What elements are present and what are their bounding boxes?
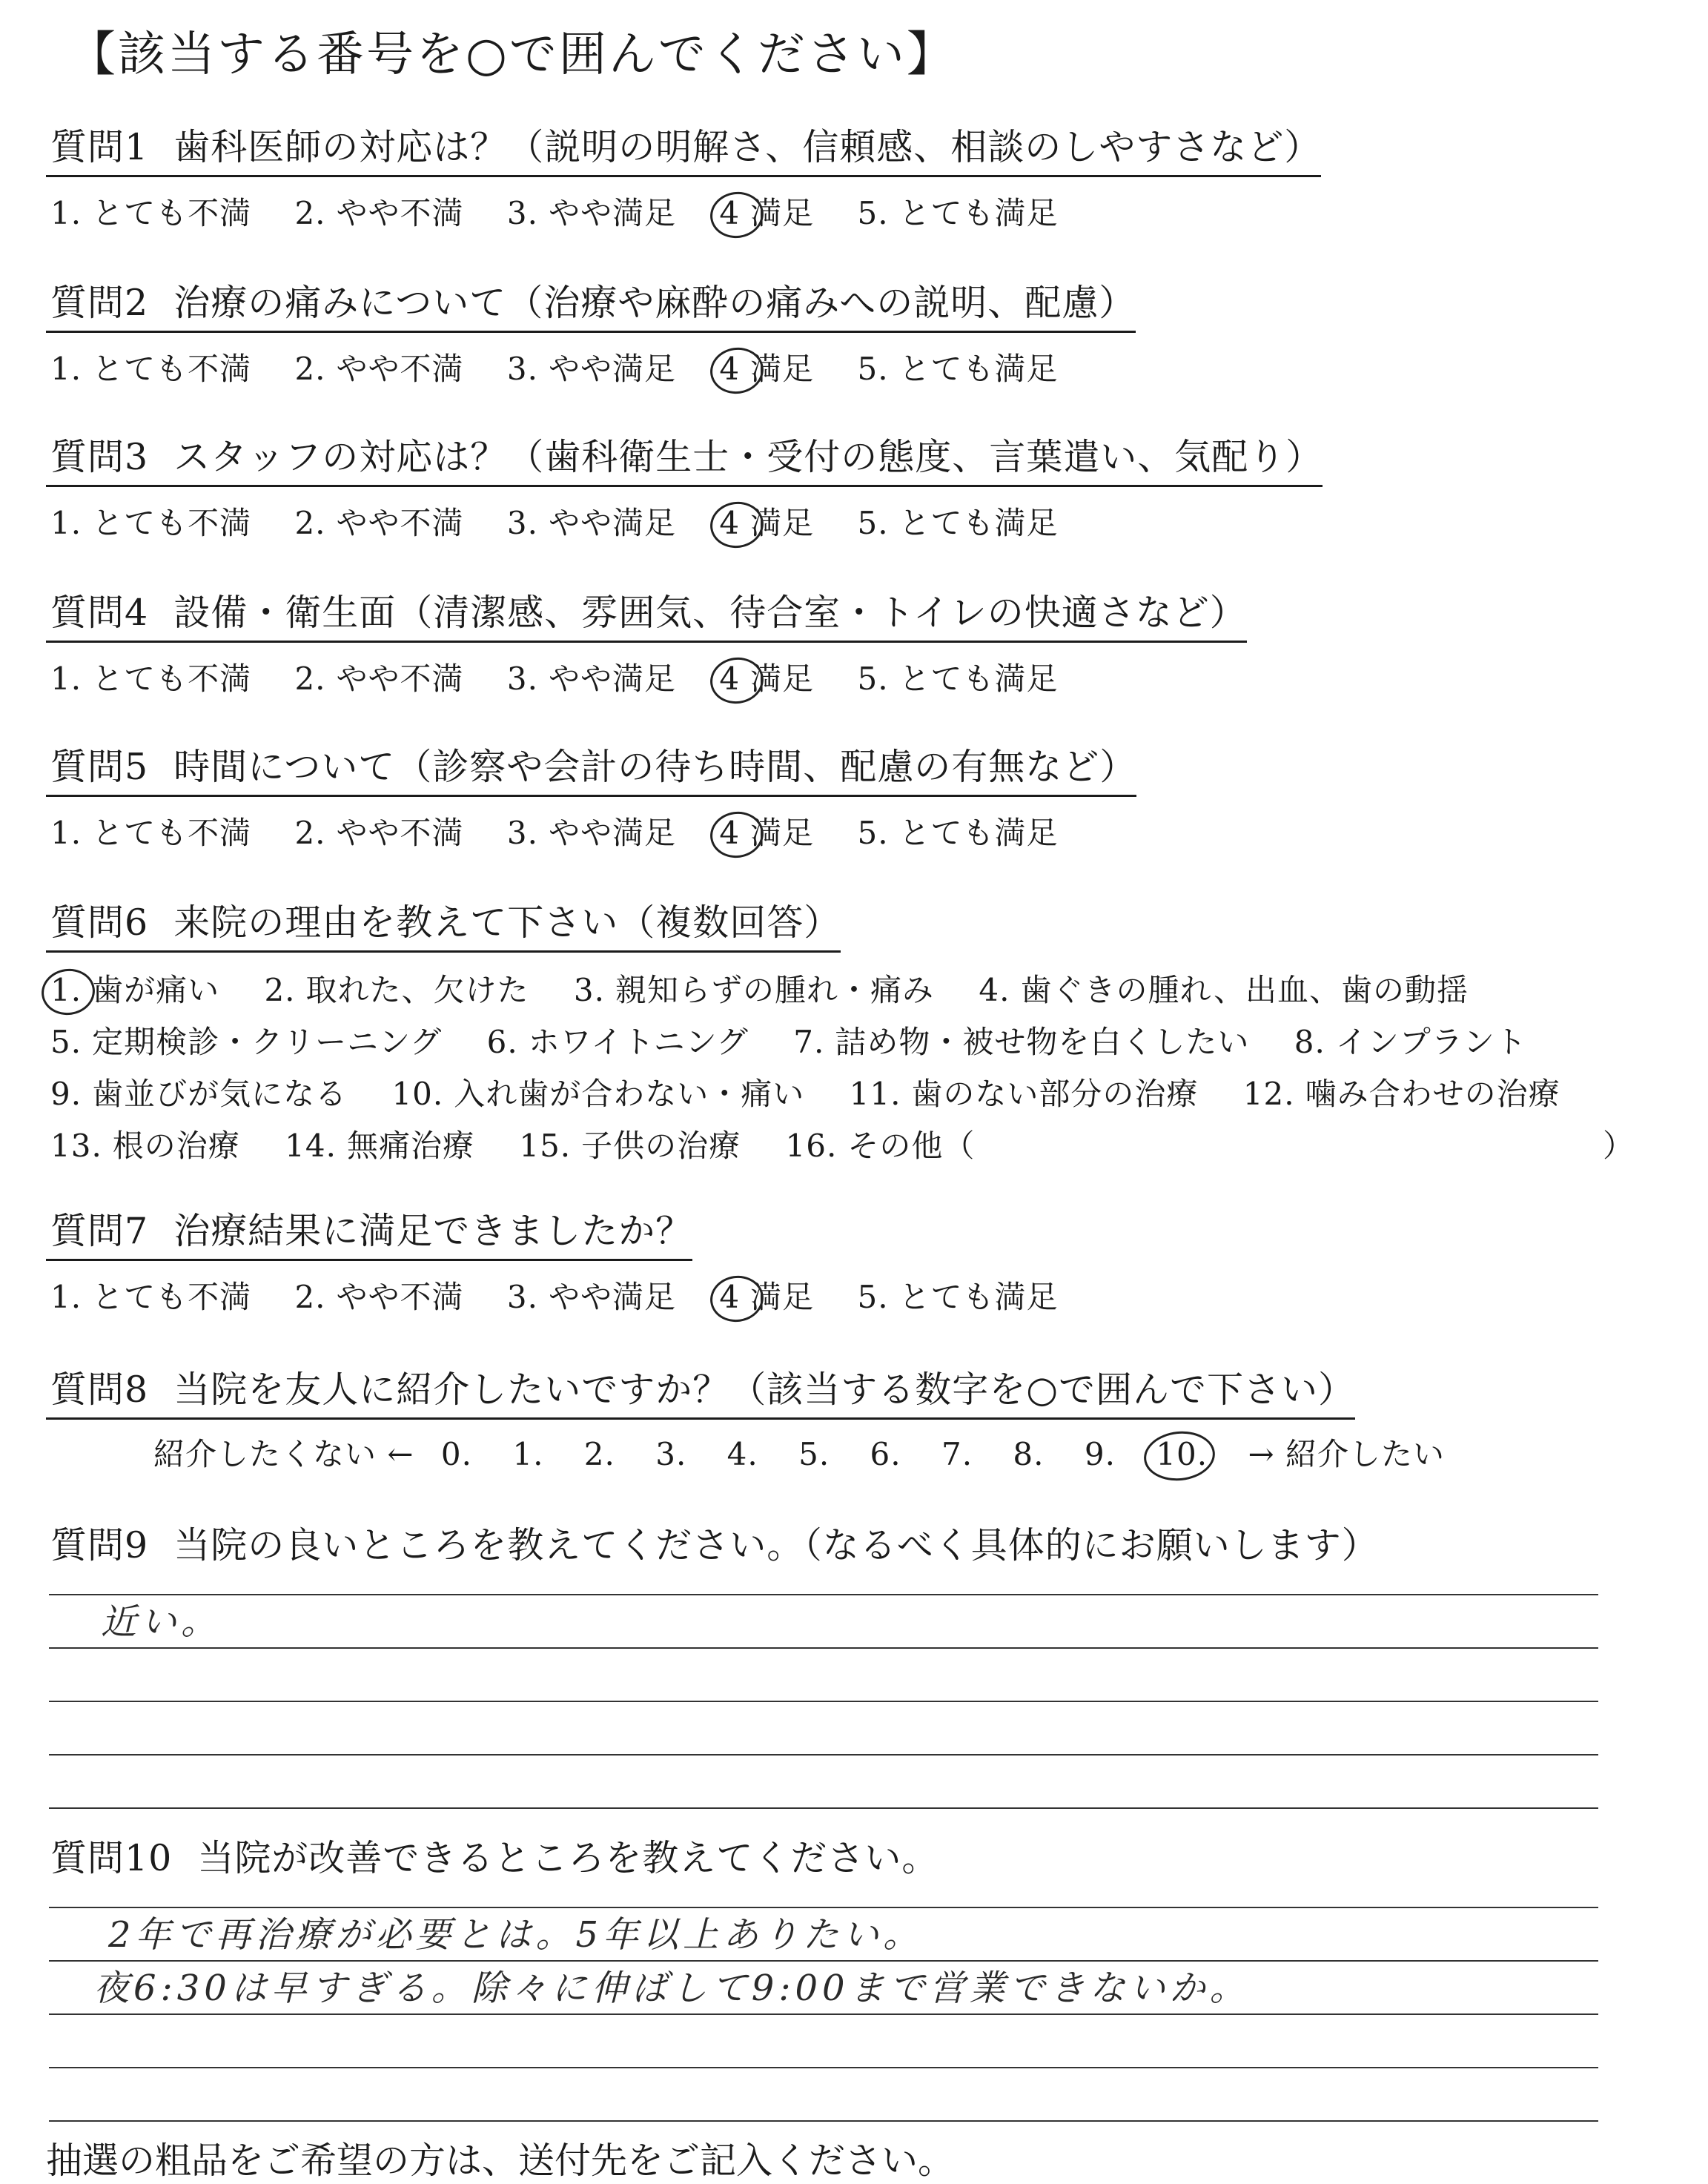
option-5[interactable]: 5. 定期検診・クリーニング xyxy=(50,1024,443,1060)
option-11[interactable]: 11. 歯のない部分の治療 xyxy=(849,1076,1199,1112)
page-heading: 【該当する番号を○で囲んでください】 xyxy=(68,27,956,82)
option-4-circled[interactable]: 4 満足 xyxy=(719,505,815,541)
option-1[interactable]: 1. とても不満 xyxy=(50,1279,252,1315)
option-7[interactable]: 7. 詰め物・被せ物を白くしたい xyxy=(793,1024,1250,1060)
answer-options xyxy=(46,189,1662,234)
answer-line xyxy=(49,1756,1598,1809)
options-row xyxy=(50,1018,1662,1070)
option-3[interactable]: 3. やや満足 xyxy=(506,195,676,231)
question-9 xyxy=(46,1517,1662,1809)
option-2[interactable]: 2. やや不満 xyxy=(294,505,464,541)
footer-text: 抽選の粗品をご希望の方は、送付先をご記入ください。 xyxy=(46,2140,955,2182)
answer-line xyxy=(49,1595,1598,1649)
options-row xyxy=(50,966,1662,1018)
scale-8[interactable]: 8. xyxy=(1013,1436,1045,1472)
scale-3[interactable]: 3. xyxy=(655,1436,687,1472)
handwritten-answer-2: 夜6:30は早すぎる。除々に伸ばして9:00まで営業できないか。 xyxy=(93,1968,1250,2009)
question-title xyxy=(46,894,841,953)
question-text: 治療結果に満足できましたか？ xyxy=(173,1210,693,1252)
scale-9[interactable]: 9. xyxy=(1084,1436,1116,1472)
answer-line xyxy=(49,1908,1598,1962)
scale-6[interactable]: 6. xyxy=(870,1436,901,1472)
question-number: 質問7 xyxy=(50,1210,149,1252)
question-number: 質問5 xyxy=(50,746,149,788)
answer-line xyxy=(49,2015,1598,2068)
option-3[interactable]: 3. やや満足 xyxy=(506,1279,676,1315)
option-3[interactable]: 3. やや満足 xyxy=(506,505,676,541)
question-3 xyxy=(46,428,1662,543)
scale-2[interactable]: 2. xyxy=(583,1436,615,1472)
option-2[interactable]: 2. やや不満 xyxy=(294,1279,464,1315)
option-1[interactable]: 1. とても不満 xyxy=(50,815,252,851)
scale-5[interactable]: 5. xyxy=(798,1436,830,1472)
option-4-circled[interactable]: 4 満足 xyxy=(719,1279,815,1315)
handwritten-answer: 近い。 xyxy=(101,1601,222,1643)
question-title xyxy=(46,1517,1379,1573)
question-text: 治療の痛みについて（治療や麻酔の痛みへの説明、配慮） xyxy=(173,282,1136,324)
scale-10-circled[interactable]: 10. xyxy=(1156,1436,1208,1472)
answer-options xyxy=(46,809,1662,853)
option-1-circled[interactable]: 1. 歯が痛い xyxy=(50,972,220,1008)
options-row xyxy=(50,1070,1662,1122)
answer-line xyxy=(49,1962,1598,2015)
multi-choice-options xyxy=(46,966,1662,1174)
option-14[interactable]: 14. 無痛治療 xyxy=(285,1128,474,1164)
options-row xyxy=(50,1122,1662,1174)
question-number: 質問8 xyxy=(50,1369,149,1411)
option-12[interactable]: 12. 噛み合わせの治療 xyxy=(1242,1076,1560,1112)
question-7 xyxy=(46,1202,1662,1317)
option-1[interactable]: 1. とても不満 xyxy=(50,505,252,541)
option-5[interactable]: 5. とても満足 xyxy=(857,1279,1059,1315)
answer-line xyxy=(49,1579,1598,1595)
option-2[interactable]: 2. やや不満 xyxy=(294,661,464,697)
option-1[interactable]: 1. とても不満 xyxy=(50,661,252,697)
question-1 xyxy=(46,119,1662,234)
option-4-circled[interactable]: 4 満足 xyxy=(719,815,815,851)
question-8 xyxy=(46,1361,1662,1475)
scale-4[interactable]: 4. xyxy=(726,1436,758,1472)
question-6 xyxy=(46,894,1662,1174)
option-3[interactable]: 3. 親知らずの腫れ・痛み xyxy=(573,972,934,1008)
question-text: 当院が改善できるところを教えてください。 xyxy=(197,1837,939,1879)
recommend-scale xyxy=(46,1430,1662,1475)
question-number: 質問2 xyxy=(50,282,149,324)
question-title xyxy=(46,274,1136,333)
question-title xyxy=(46,1830,939,1886)
option-4-circled[interactable]: 4 満足 xyxy=(719,195,815,231)
option-3[interactable]: 3. やや満足 xyxy=(506,351,676,387)
answer-lines[interactable] xyxy=(46,1892,1662,2122)
option-6[interactable]: 6. ホワイトニング xyxy=(486,1024,749,1060)
question-text: 当院を友人に紹介したいですか？（該当する数字を○で囲んで下さい） xyxy=(173,1369,1355,1411)
scale-7[interactable]: 7. xyxy=(941,1436,973,1472)
question-10 xyxy=(46,1830,1662,2122)
question-title xyxy=(46,1202,692,1261)
question-number: 質問1 xyxy=(50,126,149,168)
question-text: 歯科医師の対応は？（説明の明解さ、信頼感、相談のしやすさなど） xyxy=(173,126,1322,168)
question-number: 質問3 xyxy=(50,436,149,478)
option-1[interactable]: 1. とても不満 xyxy=(50,195,252,231)
answer-options xyxy=(46,499,1662,543)
option-5[interactable]: 5. とても満足 xyxy=(857,815,1059,851)
question-number: 質問6 xyxy=(50,901,149,944)
answer-options xyxy=(46,1273,1662,1317)
option-4[interactable]: 4. 歯ぐきの腫れ、出血、歯の動揺 xyxy=(979,972,1469,1008)
option-2[interactable]: 2. やや不満 xyxy=(294,351,464,387)
option-13[interactable]: 13. 根の治療 xyxy=(50,1128,240,1164)
question-text: 当院の良いところを教えてください。（なるべく具体的にお願いします） xyxy=(173,1524,1379,1566)
question-text: 時間について（診察や会計の待ち時間、配慮の有無など） xyxy=(173,746,1137,788)
option-9[interactable]: 9. 歯並びが気になる xyxy=(50,1076,348,1112)
question-text: 設備・衛生面（清潔感、雰囲気、待合室・トイレの快適さなど） xyxy=(173,592,1247,634)
option-2[interactable]: 2. やや不満 xyxy=(294,815,464,851)
option-1[interactable]: 1. とても不満 xyxy=(50,351,252,387)
option-4-circled[interactable]: 4 満足 xyxy=(719,351,815,387)
option-5[interactable]: 5. とても満足 xyxy=(857,195,1059,231)
question-5 xyxy=(46,738,1662,853)
scale-left-label: 紹介したくない ← xyxy=(153,1436,414,1472)
question-title xyxy=(46,738,1136,797)
scale-right-label: → 紹介したい xyxy=(1248,1436,1445,1472)
question-number: 質問10 xyxy=(50,1837,173,1879)
handwritten-answer-1: 2年で再治療が必要とは。5年以上ありたい。 xyxy=(108,1914,924,1956)
option-2[interactable]: 2. やや不満 xyxy=(294,195,464,231)
question-number: 質問9 xyxy=(50,1524,149,1566)
option-10[interactable]: 10. 入れ歯が合わない・痛い xyxy=(391,1076,805,1112)
option-3[interactable]: 3. やや満足 xyxy=(506,815,676,851)
answer-line xyxy=(49,2068,1598,2122)
option-15[interactable]: 15. 子供の治療 xyxy=(519,1128,741,1164)
question-title xyxy=(46,428,1323,487)
option-4-circled[interactable]: 4 満足 xyxy=(719,661,815,697)
answer-line xyxy=(49,1702,1598,1756)
option-2[interactable]: 2. 取れた、欠けた xyxy=(264,972,529,1008)
question-title xyxy=(46,1361,1355,1420)
question-2 xyxy=(46,274,1662,389)
other-close-paren: ） xyxy=(1603,1128,1635,1164)
option-16-other[interactable]: 16. その他（ xyxy=(785,1128,976,1164)
question-title xyxy=(46,119,1321,177)
answer-options xyxy=(46,655,1662,699)
question-title xyxy=(46,584,1247,643)
question-number: 質問4 xyxy=(50,592,149,634)
scale-1[interactable]: 1. xyxy=(512,1436,544,1472)
option-3[interactable]: 3. やや満足 xyxy=(506,661,676,697)
question-text: 来院の理由を教えて下さい（複数回答） xyxy=(173,901,841,944)
option-5[interactable]: 5. とても満足 xyxy=(857,661,1059,697)
question-4 xyxy=(46,584,1662,699)
answer-options xyxy=(46,345,1662,389)
answer-line xyxy=(49,1649,1598,1702)
answer-lines[interactable] xyxy=(46,1579,1662,1809)
option-5[interactable]: 5. とても満足 xyxy=(857,505,1059,541)
option-8[interactable]: 8. インプラント xyxy=(1294,1024,1527,1060)
option-5[interactable]: 5. とても満足 xyxy=(857,351,1059,387)
scale-0[interactable]: 0. xyxy=(440,1436,472,1472)
question-text: スタッフの対応は？（歯科衛生士・受付の態度、言葉遣い、気配り） xyxy=(173,436,1323,478)
